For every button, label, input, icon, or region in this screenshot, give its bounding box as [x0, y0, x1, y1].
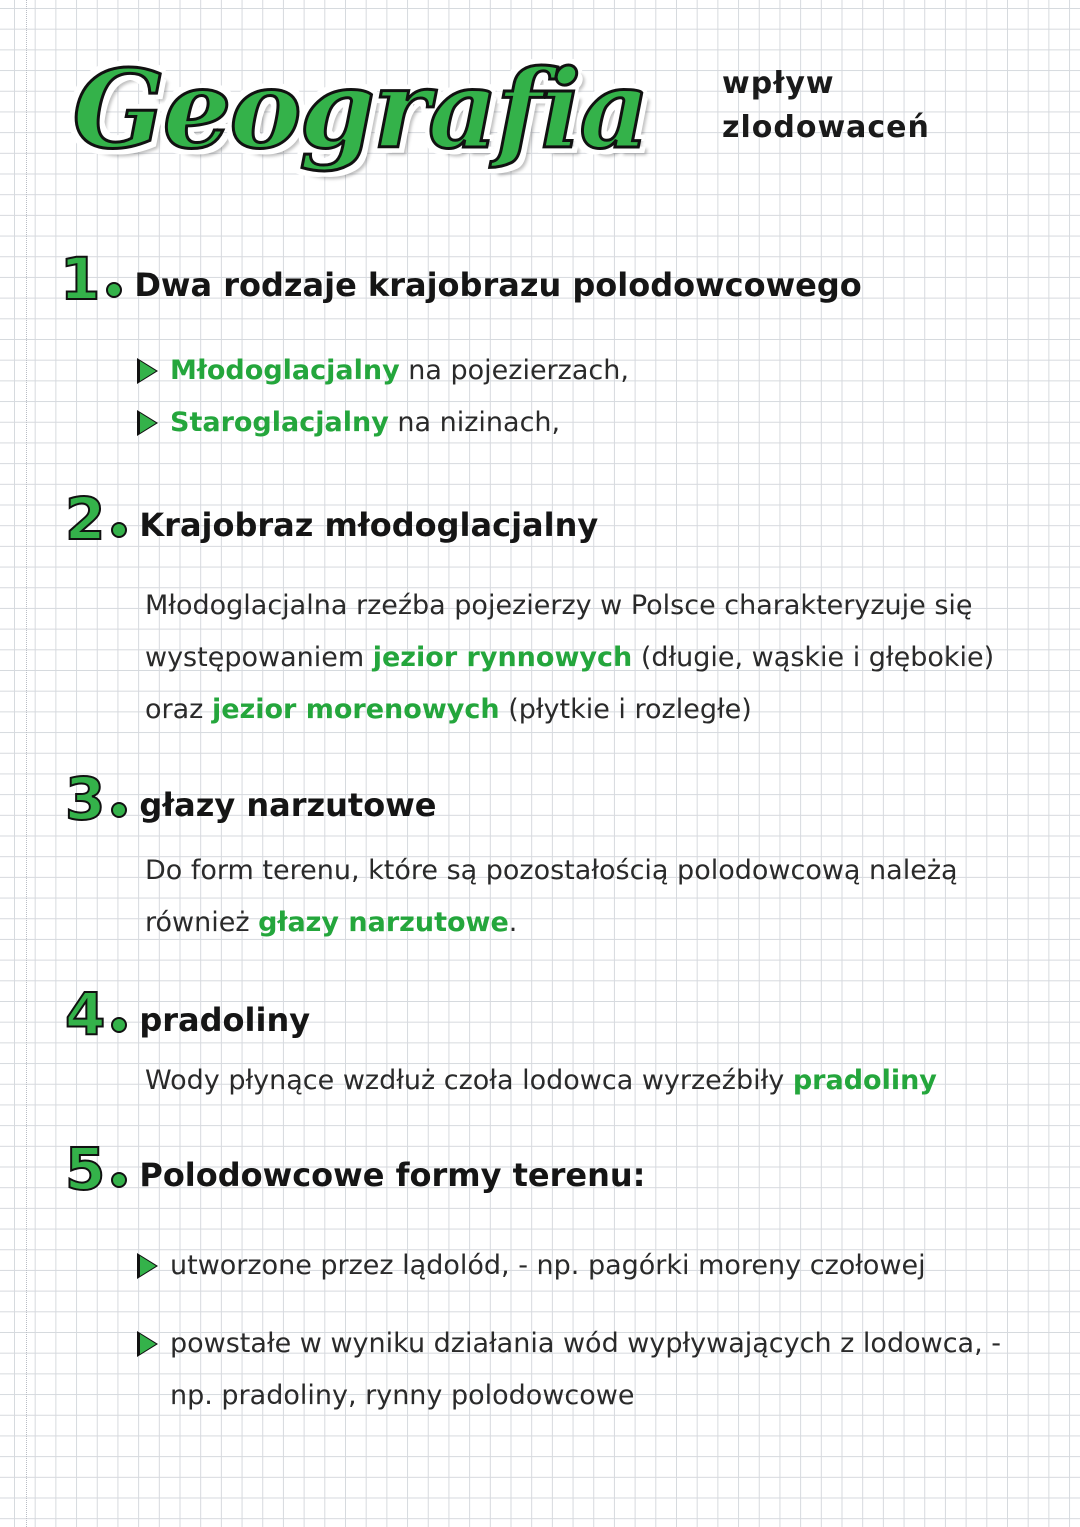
section-3-number: 3: [65, 765, 106, 833]
bullet-text: na nizinach,: [397, 407, 561, 438]
section-5-heading: [65, 1135, 646, 1203]
subtitle-line-1: wpływ: [722, 66, 835, 101]
list-item: [140, 1240, 1030, 1292]
triangle-bullet-icon: [140, 361, 156, 381]
paragraph-text: Młodoglacjalna rzeźba pojezierzy w Polsce charakteryzuje się występowaniem: [145, 590, 973, 673]
section-2-number: 2: [65, 485, 106, 553]
section-3-title: głazy narzutowe: [139, 785, 437, 824]
section-4-heading: [65, 980, 311, 1048]
highlight-term: głazy narzutowe: [258, 907, 509, 938]
section-4-paragraph: [145, 1055, 1045, 1107]
triangle-bullet-icon: [140, 413, 156, 433]
bullet-text: utworzone przez lądolód, - np. pagórki moreny czołowej: [170, 1250, 926, 1281]
list-item: [140, 1318, 1030, 1422]
page-margin-line: [26, 0, 28, 1527]
highlight-term: jezior rynnowych: [372, 642, 633, 673]
dot-icon: [111, 802, 127, 818]
bullet-term: Młodoglacjalny: [170, 355, 400, 386]
paragraph-text: Do form terenu, które są pozostałością polodowcową należą również: [145, 855, 958, 938]
section-4-number: 4: [65, 980, 106, 1048]
dot-icon: [111, 1017, 127, 1033]
highlight-term: pradoliny: [792, 1065, 937, 1096]
paragraph-text: (płytkie i rozległe): [508, 694, 752, 725]
paragraph-text: (długie, wąskie i głębokie) oraz: [145, 642, 995, 725]
triangle-bullet-icon: [140, 1256, 156, 1276]
list-item: [140, 397, 1020, 449]
section-2-heading: [65, 485, 599, 553]
section-1-bullet-list: [140, 345, 1020, 449]
section-2-paragraph: [145, 580, 1015, 736]
page-subtitle: [722, 62, 982, 150]
section-3-heading: [65, 765, 437, 833]
section-1-number: 1: [60, 245, 101, 313]
section-1-heading: [60, 245, 862, 313]
dot-icon: [111, 522, 127, 538]
section-3-paragraph: [145, 845, 1015, 949]
section-5-title: Polodowcowe formy terenu:: [139, 1155, 646, 1194]
bullet-term: Staroglacjalny: [170, 407, 389, 438]
section-5-number: 5: [65, 1135, 106, 1203]
section-1-title: Dwa rodzaje krajobrazu polodowcowego: [134, 265, 862, 304]
section-5-bullet-list: [140, 1240, 1030, 1422]
list-item: [140, 345, 1020, 397]
paragraph-text: Wody płynące wzdłuż czoła lodowca wyrzeźbiły: [145, 1065, 785, 1096]
bullet-text: na pojezierzach,: [408, 355, 629, 386]
dot-icon: [106, 282, 122, 298]
bullet-text: powstałe w wyniku działania wód wypływających z lodowca, - np. pradoliny, rynny polodowcowe: [170, 1328, 1001, 1411]
paragraph-text: .: [508, 907, 518, 938]
dot-icon: [111, 1172, 127, 1188]
section-4-title: pradoliny: [139, 1000, 311, 1039]
subtitle-line-2: zlodowaceń: [722, 110, 930, 145]
triangle-bullet-icon: [140, 1334, 156, 1354]
page-title: Geografia: [72, 47, 648, 173]
highlight-term: jezior morenowych: [211, 694, 500, 725]
section-2-title: Krajobraz młodoglacjalny: [139, 505, 599, 544]
